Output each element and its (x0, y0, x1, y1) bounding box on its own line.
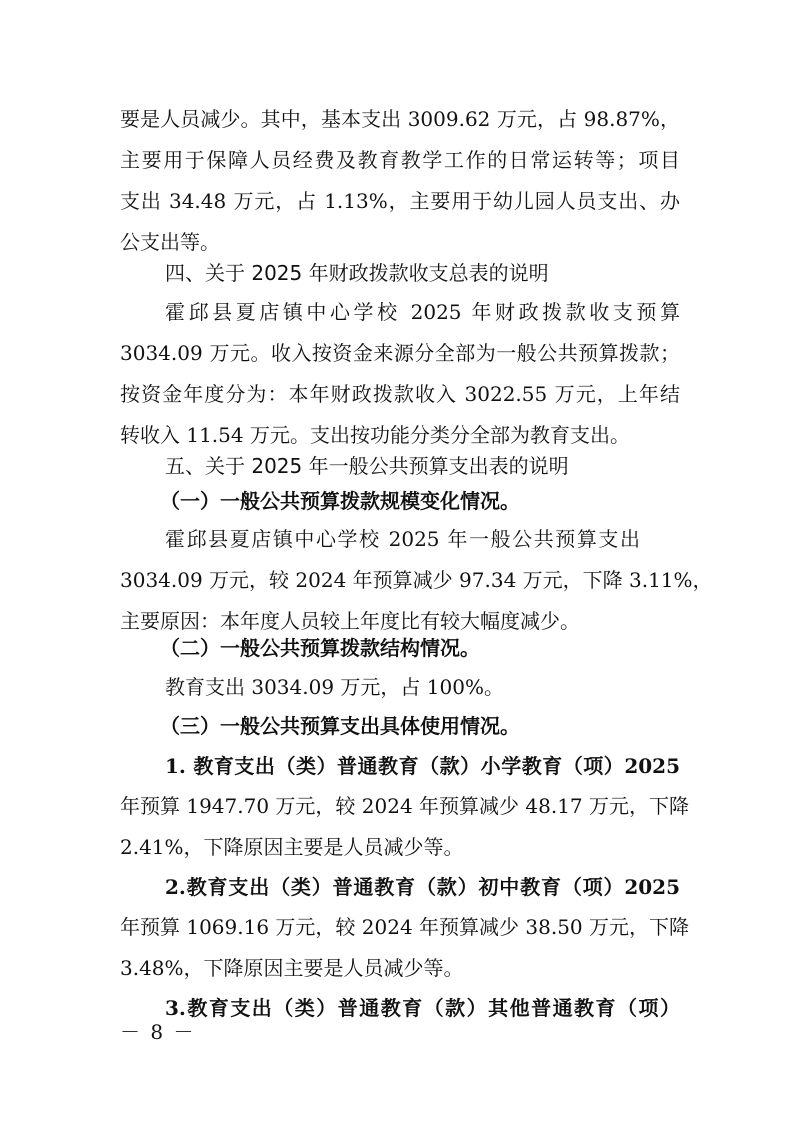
item-two-title: 2.教育支出（类）普通教育（款）初中教育（项）2025 (165, 875, 680, 899)
body-text-line: 3.48%，下降原因主要是人员减少等。 (120, 956, 464, 980)
body-text-line: 2.41%，下降原因主要是人员减少等。 (120, 835, 464, 859)
body-text-line: 霍邱县夏店镇中心学校 2025 年一般公共预算支出 (165, 527, 640, 551)
section-heading-five: 五、关于 2025 年一般公共预算支出表的说明 (165, 454, 569, 478)
item-three-title: 3.教育支出（类）普通教育（款）其他普通教育（项） (165, 996, 680, 1020)
body-text-line: 教育支出 3034.09 万元，占 100%。 (165, 675, 504, 699)
body-text-line: 公支出等。 (120, 230, 220, 254)
body-text-line: 按资金年度分为：本年财政拨款收入 3022.55 万元，上年结 (120, 382, 680, 406)
body-text-line: 主要用于保障人员经费及教育教学工作的日常运转等；项目 (120, 148, 680, 172)
body-text-line: 主要原因：本年度人员较上年度比有较大幅度减少。 (120, 609, 580, 633)
item-one-title: 1. 教育支出（类）普通教育（款）小学教育（项）2025 (165, 754, 680, 778)
subheading-three: （三）一般公共预算支出具体使用情况。 (160, 714, 520, 738)
section-heading-four: 四、关于 2025 年财政拨款收支总表的说明 (165, 261, 549, 285)
body-text-line: 转收入 11.54 万元。支出按功能分类分全部为教育支出。 (120, 423, 630, 447)
page-number: － 8 － (120, 1020, 196, 1044)
body-text-line: 要是人员减少。其中，基本支出 3009.62 万元，占 98.87%， (120, 107, 680, 131)
body-text-line: 支出 34.48 万元，占 1.13%，主要用于幼儿园人员支出、办 (120, 189, 680, 213)
body-text-line: 3034.09 万元，较 2024 年预算减少 97.34 万元，下降 3.11%， (120, 568, 713, 592)
body-text-line: 霍邱县夏店镇中心学校 2025 年财政拨款收支预算 (165, 300, 680, 324)
body-text-line: 年预算 1069.16 万元，较 2024 年预算减少 38.50 万元，下降 (120, 915, 690, 939)
subheading-two: （二）一般公共预算拨款结构情况。 (160, 636, 480, 660)
subheading-one: （一）一般公共预算拨款规模变化情况。 (160, 489, 520, 513)
body-text-line: 3034.09 万元。收入按资金来源分全部为一般公共预算拨款； (120, 341, 680, 365)
body-text-line: 年预算 1947.70 万元，较 2024 年预算减少 48.17 万元，下降 (120, 794, 690, 818)
